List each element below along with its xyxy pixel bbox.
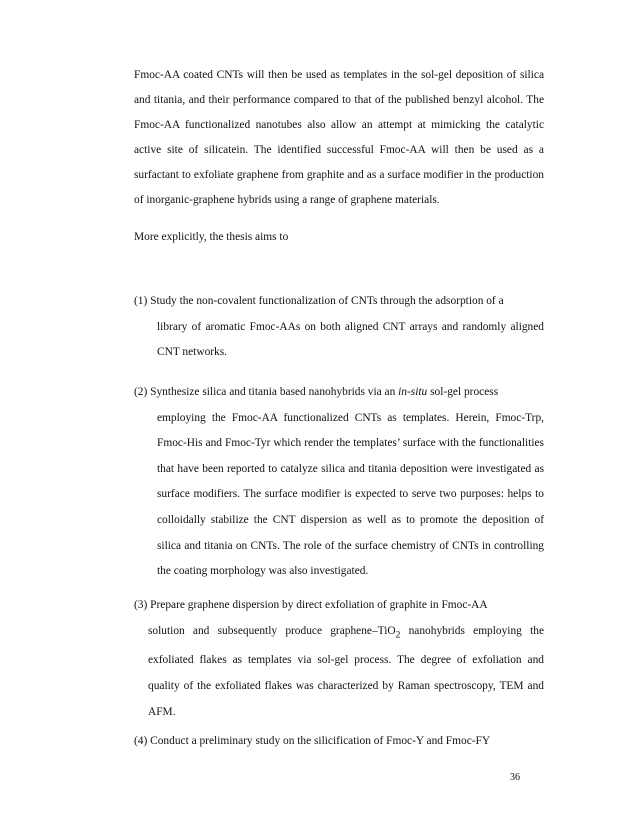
aim-item-2-continuation: employing the Fmoc-AA functionalized CNTs as templates. Herein, Fmoc-Trp, Fmoc-His and Fmoc-Tyr which render the templates’ surface with the functionalities that have been reported to catalyze silica and titania deposition were investigated as surface modifiers. The surface modifier is expected to serve two purposes: helps to colloidally stabilize the CNT dispersion as well as to promote the deposition of silica and titania on CNTs. The role of the surface chemistry of CNTs in controlling the coating morphology was also investigated. [157, 411, 544, 578]
aim-item-4 [134, 729, 544, 755]
aim-item-4-first-line: (4) Conduct a preliminary study on the silicification of Fmoc-Y and Fmoc-FY [134, 735, 491, 747]
intro-paragraph: Fmoc-AA coated CNTs will then be used as templates in the sol-gel deposition of silica and titania, and their performance compared to that of the published benzyl alcohol. The Fmoc-AA functionalized nanotubes also allow an attempt at mimicking the catalytic active site of silicatein. The identified successful Fmoc-AA will then be used as a surfactant to exfoliate graphene from graphite and as a surface modifier in the production of inorganic-graphene hybrids using a range of graphene materials. [134, 69, 544, 206]
aim-item-3-continuation [134, 619, 544, 726]
aim-item-1 [134, 289, 544, 366]
aim-item-3-text-b: nanohybrids employing the exfoliated flakes as templates via sol-gel process. The degree of exfoliation and quality of the exfoliated flakes was characterized by Raman spectroscopy, TEM and AFM. [148, 624, 545, 718]
aim-item-2-text-a: (2) Synthesize silica and titania based nanohybrids via an [134, 386, 399, 398]
aim-item-2 [134, 380, 544, 585]
aim-item-3 [134, 593, 544, 725]
aim-item-1-first-line: (1) Study the non-covalent functionalization of CNTs through the adsorption of a [134, 295, 504, 307]
aim-item-2-first-line [134, 380, 544, 406]
aim-item-2-text-b: sol-gel process [427, 386, 499, 398]
page-number: 36 [510, 772, 520, 783]
aim-item-3-subscript: 2 [395, 629, 401, 640]
aim-item-2-italic-term: in-situ [398, 386, 428, 398]
aim-item-3-text-a: solution and subsequently produce graphene–TiO [148, 624, 396, 637]
aim-item-3-first-line: (3) Prepare graphene dispersion by direct exfoliation of graphite in Fmoc-AA [134, 599, 488, 611]
aim-item-1-continuation: library of aromatic Fmoc-AAs on both aligned CNT arrays and randomly aligned CNT networks. [157, 320, 544, 359]
aims-lead-sentence: More explicitly, the thesis aims to [134, 231, 289, 243]
